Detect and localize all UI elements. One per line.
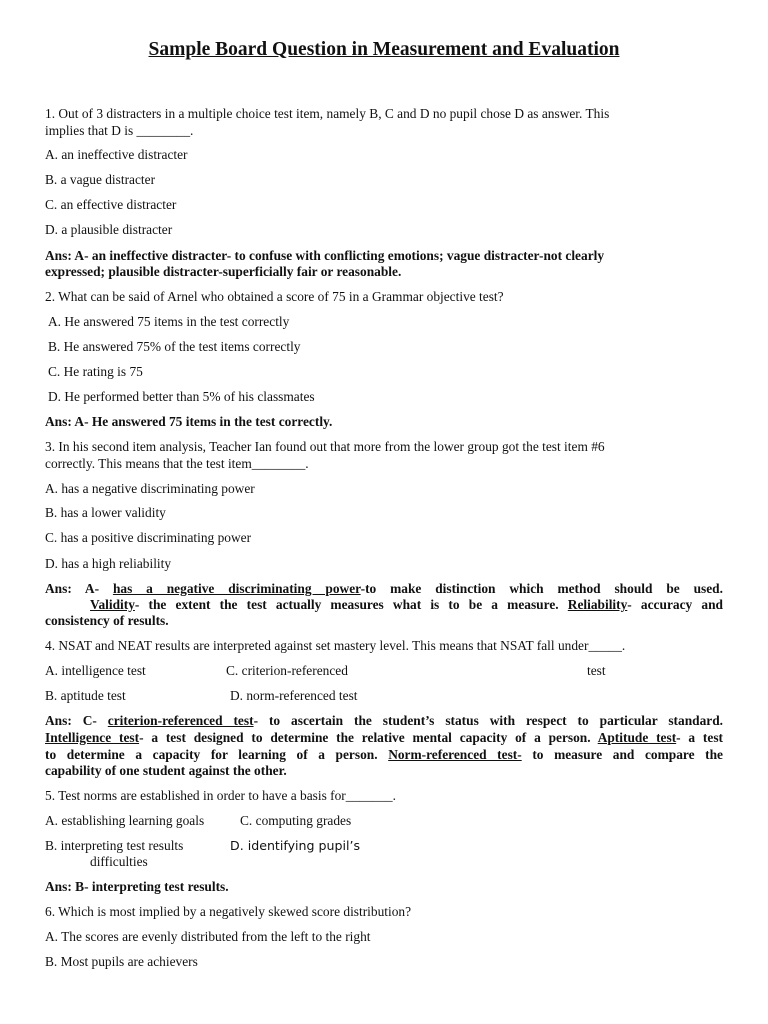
q4-aptitude-definition: - a test xyxy=(676,730,724,745)
q4-answer-line1 xyxy=(45,712,723,729)
q2-option-b: B. He answered 75% of the test items correctly xyxy=(48,339,301,354)
q3-answer-line1 xyxy=(45,580,723,597)
q5-option-a: A. establishing learning goals xyxy=(45,813,205,828)
q3-answer-prefix: Ans: A- xyxy=(45,581,100,596)
q4-option-a: A. intelligence test xyxy=(45,663,146,678)
q4-aptitude-term: Aptitude test xyxy=(597,730,677,745)
q4-answer-line3 xyxy=(45,746,723,763)
q4-option-d: D. norm-referenced test xyxy=(230,688,358,703)
q2-option-d: D. He performed better than 5% of his classmates xyxy=(48,389,315,404)
q5-stem: 5. Test norms are established in order to have a basis for_______. xyxy=(45,788,396,803)
q4-option-b: B. aptitude test xyxy=(45,688,126,703)
q4-answer-line2 xyxy=(45,729,723,746)
q5-option-c: C. computing grades xyxy=(240,813,352,828)
q1-stem-line2: implies that D is ________. xyxy=(45,123,194,138)
q1-answer-line2: expressed; plausible distracter-superficially fair or reasonable. xyxy=(45,264,402,279)
q2-option-c: C. He rating is 75 xyxy=(48,364,143,379)
q3-option-c: C. has a positive discriminating power xyxy=(45,530,252,545)
q4-option-c: C. criterion-referenced xyxy=(226,663,348,678)
q6-option-a: A. The scores are evenly distributed from the left to the right xyxy=(45,929,371,944)
q3-answer-term: has a negative discriminating power xyxy=(112,581,361,596)
q3-reliability-definition: - accuracy and xyxy=(627,597,723,612)
q3-option-d: D. has a high reliability xyxy=(45,556,172,571)
q3-reliability-term: Reliability xyxy=(567,597,628,612)
q3-stem-line2: correctly. This means that the test item________. xyxy=(45,456,309,471)
page-title: Sample Board Question in Measurement and Evaluation xyxy=(148,39,620,60)
q2-option-a: A. He answered 75 items in the test correctly xyxy=(48,314,290,329)
q2-stem: 2. What can be said of Arnel who obtained a score of 75 in a Grammar objective test? xyxy=(45,289,504,304)
q4-intelligence-term: Intelligence test xyxy=(45,730,140,745)
q1-option-a: A. an ineffective distracter xyxy=(45,147,188,162)
q3-validity-term: Validity xyxy=(90,597,135,612)
q3-option-b: B. has a lower validity xyxy=(45,505,166,520)
q4-answer-line4: capability of one student against the other. xyxy=(45,763,287,778)
q5-option-b: B. interpreting test results xyxy=(45,838,184,853)
q1-stem-line1: 1. Out of 3 distracters in a multiple choice test item, namely B, C and D no pupil chose D as answer. This xyxy=(45,106,610,121)
q4-answer-prefix: Ans: C- xyxy=(45,713,97,728)
q5-answer: Ans: B- interpreting test results. xyxy=(45,879,229,894)
q3-answer-definition: -to make distinction which method should be used. xyxy=(360,581,723,596)
q3-answer-line2 xyxy=(90,596,723,613)
q4-answer-term: criterion-referenced test xyxy=(107,713,254,728)
q3-stem-line1: 3. In his second item analysis, Teacher Ian found out that more from the lower group got the test item #6 xyxy=(45,439,605,454)
q4-norm-definition: to measure and compare the xyxy=(532,747,723,762)
q5-option-d: D. identifying pupil’s xyxy=(230,838,361,853)
q3-option-a: A. has a negative discriminating power xyxy=(45,481,255,496)
q5-option-d-continued: difficulties xyxy=(90,854,148,869)
q1-option-b: B. a vague distracter xyxy=(45,172,156,187)
q4-intelligence-definition: - a test designed to determine the relative mental capacity of a person. xyxy=(139,730,591,745)
q3-validity-definition: - the extent the test actually measures what is to be a measure. xyxy=(134,597,559,612)
q2-answer: Ans: A- He answered 75 items in the test correctly. xyxy=(45,414,333,429)
q6-option-b: B. Most pupils are achievers xyxy=(45,954,198,969)
q4-stem: 4. NSAT and NEAT results are interpreted against set mastery level. This means that NSAT fall under_____. xyxy=(45,638,626,653)
q3-answer-line3: consistency of results. xyxy=(45,613,169,628)
q4-aptitude-definition-continued: to determine a capacity for learning of a person. xyxy=(45,747,378,762)
q1-answer-line1: Ans: A- an ineffective distracter- to confuse with conflicting emotions; vague distracter-not clearly xyxy=(45,248,605,263)
q1-option-c: C. an effective distracter xyxy=(45,197,177,212)
q4-answer-definition: - to ascertain the student’s status with respect to particular standard. xyxy=(253,713,724,728)
q4-option-c-continued: test xyxy=(587,663,606,678)
q4-norm-term: Norm-referenced test- xyxy=(388,747,522,762)
q6-stem: 6. Which is most implied by a negatively skewed score distribution? xyxy=(45,904,412,919)
q1-option-d: D. a plausible distracter xyxy=(45,222,173,237)
